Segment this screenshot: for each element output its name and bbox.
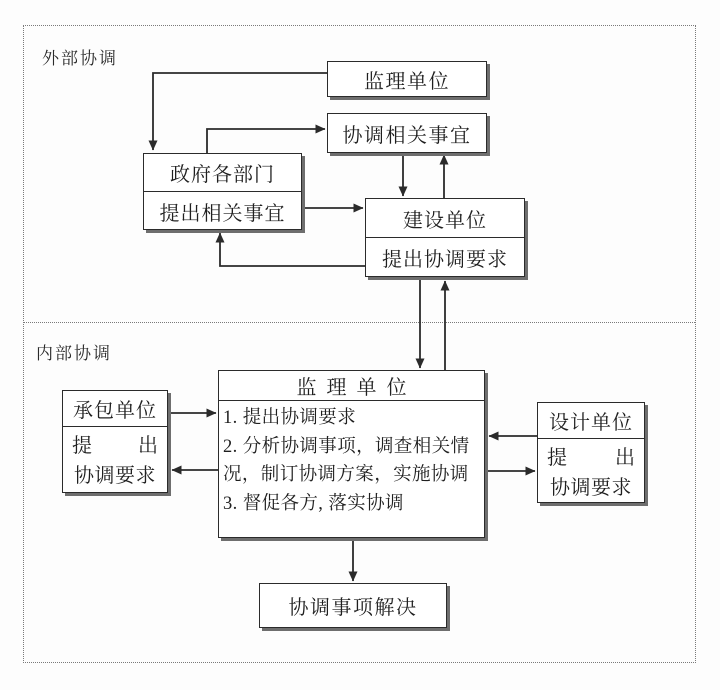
- government-subtitle: 提出相关事宜: [159, 202, 286, 225]
- node-coordinate-related-matters: 协调相关事宜: [327, 113, 487, 153]
- central-supervision-task-list: [219, 401, 484, 518]
- node-supervision-unit-internal: [218, 370, 485, 538]
- task-item-2-continued: 况，制订协调方案，实施协调: [223, 465, 469, 485]
- contractor-request-line1: 提 出: [72, 435, 158, 457]
- contractor-title: 承包单位: [63, 391, 167, 427]
- construction-title: 建设单位: [366, 199, 524, 238]
- designer-request-line1: 提 出: [547, 447, 635, 469]
- task-item-2: 2. 分析协调事项，调查相关情: [223, 436, 470, 457]
- contractor-request: [63, 427, 167, 491]
- designer-request-line2: 协调要求: [550, 477, 632, 499]
- designer-request: [538, 439, 644, 503]
- arrow-supervision-to-government: [153, 73, 327, 150]
- node-supervision-unit-external: 监理单位: [327, 61, 487, 97]
- construction-subtitle: 提出协调要求: [382, 249, 508, 271]
- designer-title: 设计单位: [538, 403, 644, 439]
- arrow-government-to-coordinate-matters: [207, 129, 325, 153]
- arrow-construction-to-government: [220, 233, 365, 266]
- task-item-1: 1. 提出协调要求: [223, 408, 357, 428]
- node-contracting-unit: [62, 390, 168, 493]
- task-item-3: 3. 督促各方, 落实协调: [223, 493, 404, 514]
- section-label-internal: 内部协调: [36, 344, 112, 363]
- government-title: 政府各部门: [144, 154, 301, 192]
- node-coordination-resolved: 协调事项解决: [259, 583, 447, 628]
- node-construction-unit: [365, 198, 525, 277]
- central-supervision-title: 监理单位: [219, 371, 484, 401]
- node-design-unit: [537, 402, 645, 503]
- section-label-external: 外部协调: [42, 49, 118, 68]
- contractor-request-line2: 协调要求: [74, 465, 156, 487]
- node-government-departments: [143, 153, 302, 230]
